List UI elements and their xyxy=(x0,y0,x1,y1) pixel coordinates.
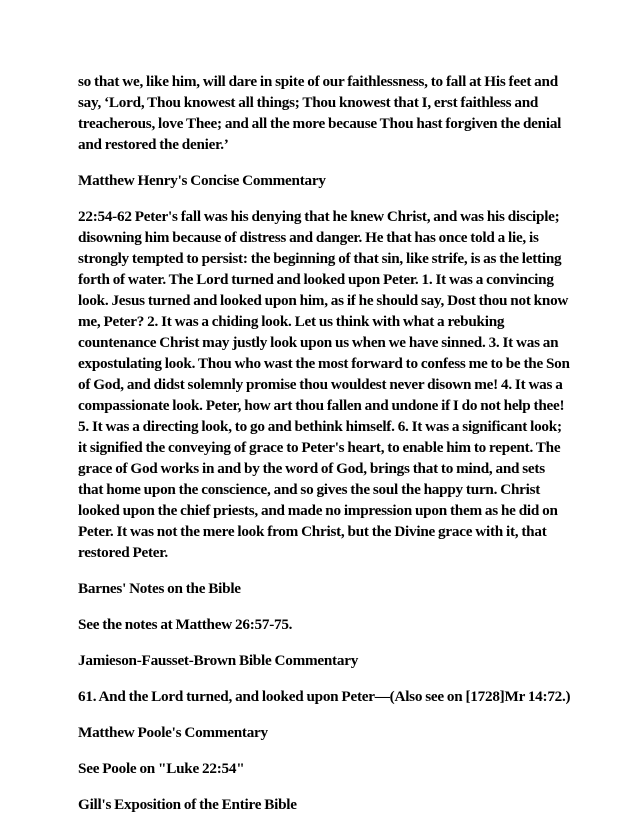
paragraph-matthew-henry-commentary: 22:54-62 Peter's fall was his denying that he knew Christ, and was his disciple; disowning him because of distress and danger. He that has once told a lie, is strongly tempted to persist: the beginning of that sin, like strife, is as the letting forth of water. The Lord turned and looked upon Peter. 1. It was a convincing look. Jesus turned and looked upon him, as if he should say, Dost thou not know me, Peter? 2. It was a chiding look. Let us think with what a rebuking countenance Christ may justly look upon us when we have sinned. 3. It was an expostulating look. Thou who wast the most forward to confess me to be the Son of God, and didst solemnly promise thou wouldest never disown me! 4. It was a compassionate look. Peter, how art thou fallen and undone if I do not help thee! 5. It was a directing look, to go and bethink himself. 6. It was a significant look; it signified the conveying of grace to Peter's heart, to enable him to repent. The grace of God works in and by the word of God, brings that to mind, and sets that home upon the conscience, and so gives the soul the happy turn. Christ looked upon the chief priests, and made no impression upon them as he did on Peter. It was not the mere look from Christ, but the Divine grace with it, that restored Peter. xyxy=(78,208,570,561)
paragraph-jamieson-fausset-brown: 61. And the Lord turned, and looked upon Peter—(Also see on [1728]Mr 14:72.) xyxy=(78,688,571,705)
section-heading-jamieson-fausset-brown: Jamieson-Fausset-Brown Bible Commentary xyxy=(78,652,359,669)
paragraph-matthew-poole: See Poole on "Luke 22:54" xyxy=(78,760,245,777)
paragraph-continuation: so that we, like him, will dare in spite of our faithlessness, to fall at His feet and say, ‘Lord, Thou knowest all things; Thou knowest that I, erst faithless and treacherous, love Thee; and all the more because Thou hast forgiven the denial and restored the denier.’ xyxy=(78,73,562,153)
section-heading-gill-exposition: Gill's Exposition of the Entire Bible xyxy=(78,796,297,813)
section-heading-barnes-notes: Barnes' Notes on the Bible xyxy=(78,580,241,597)
section-heading-matthew-henry: Matthew Henry's Concise Commentary xyxy=(78,172,326,189)
document-body xyxy=(78,71,572,830)
paragraph-barnes-notes: See the notes at Matthew 26:57-75. xyxy=(78,616,293,633)
section-heading-matthew-poole: Matthew Poole's Commentary xyxy=(78,724,268,741)
